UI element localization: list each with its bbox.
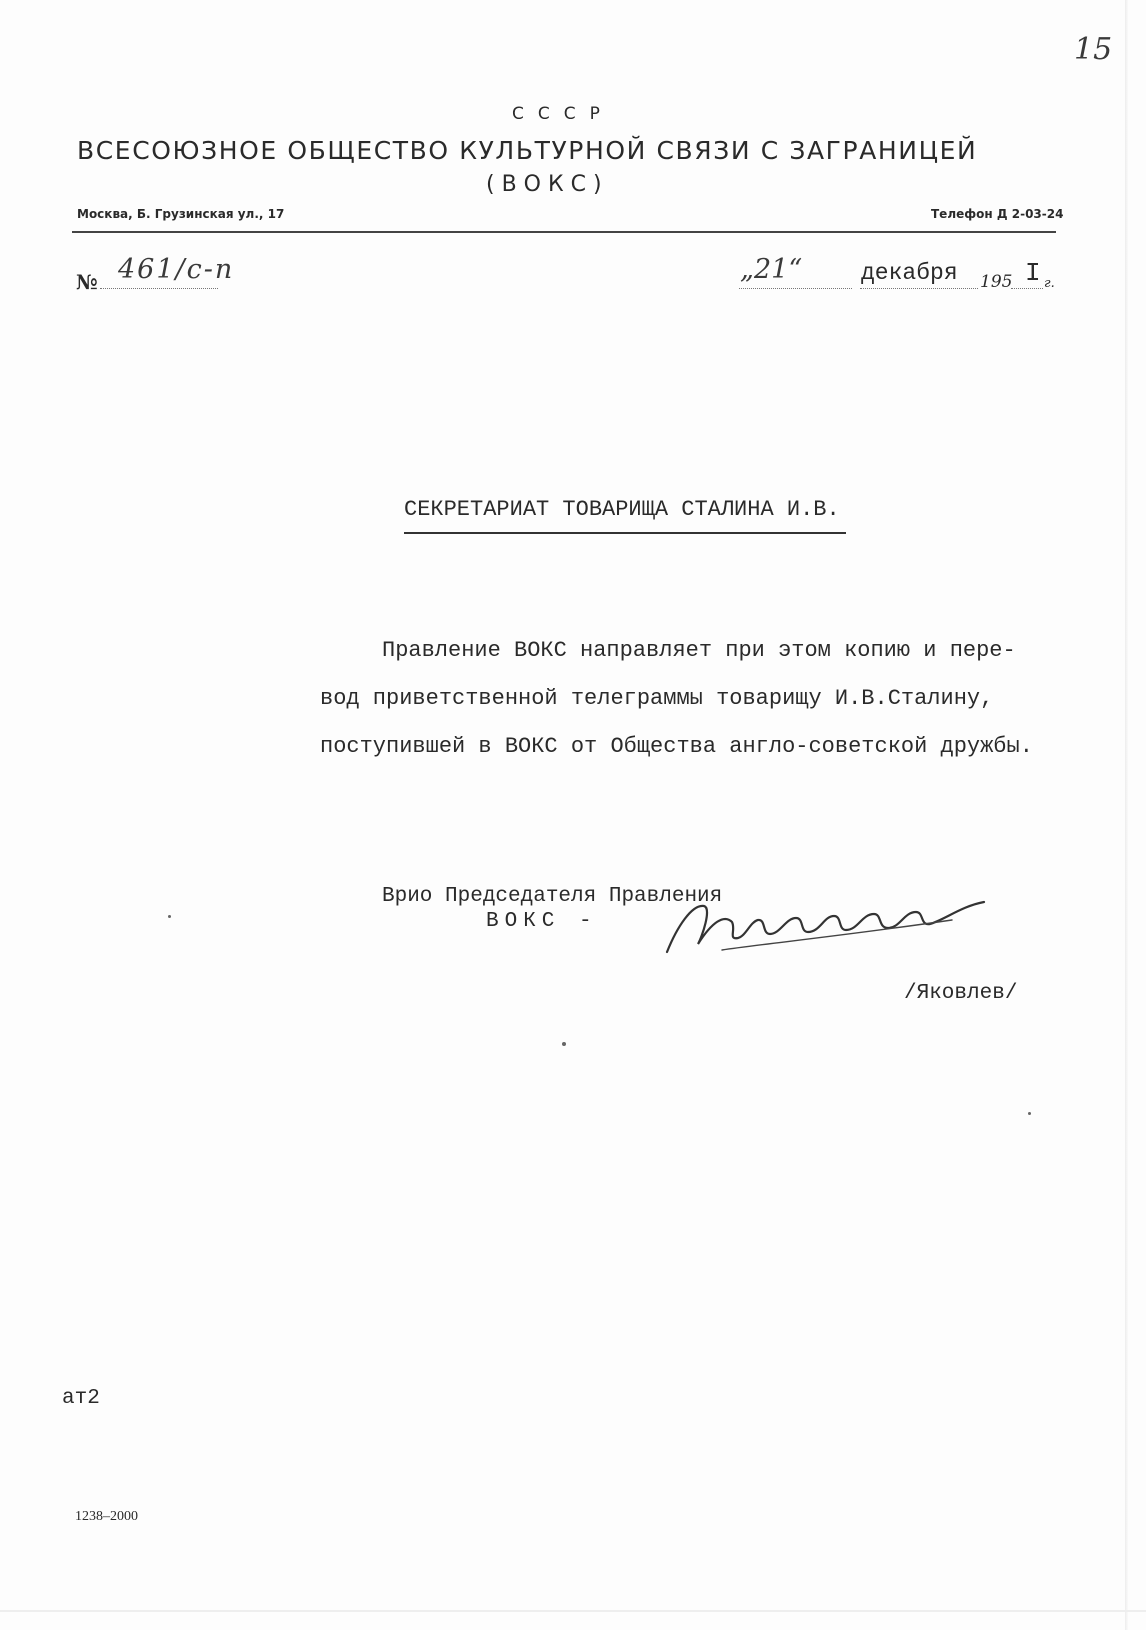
letterhead-abbreviation: (ВОКС) <box>486 172 609 197</box>
reference-number-label: № <box>76 270 98 294</box>
typist-mark: ат2 <box>62 1387 100 1410</box>
letterhead-divider <box>72 231 1056 233</box>
date-year-dotted-line <box>1011 288 1043 289</box>
addressee-underline <box>404 532 846 534</box>
page-edge-shadow <box>1125 0 1128 1630</box>
date-day: „21“ <box>740 254 803 285</box>
signatory-title-line-1: Врио Председателя Правления <box>382 885 723 908</box>
letterhead-address: Москва, Б. Грузинская ул., 17 <box>77 207 285 221</box>
handwritten-signature <box>662 892 1012 962</box>
date-year-digit: I <box>1025 258 1041 288</box>
paper-speck <box>1028 1112 1031 1115</box>
body-line-1: Правление ВОКС направляет при этом копию и пере- <box>382 638 1016 663</box>
reference-number-dotted-line <box>100 288 218 289</box>
letterhead-phone: Телефон Д 2-03-24 <box>931 207 1064 221</box>
letterhead-country: СССР <box>512 104 614 124</box>
date-year-prefix: 195 <box>980 272 1013 292</box>
archive-page-number: 15 <box>1074 32 1113 67</box>
signatory-name: /Яковлев/ <box>904 982 1018 1005</box>
form-number: 1238–2000 <box>75 1509 138 1524</box>
date-month: декабря <box>861 260 958 286</box>
paper-speck <box>168 915 171 918</box>
signatory-title-line-2: ВОКС - <box>486 910 598 933</box>
body-line-3: поступившей в ВОКС от Общества англо-советской дружбы. <box>320 734 1033 759</box>
reference-number-value: 461/с-п <box>118 254 235 285</box>
date-day-dotted-line <box>739 288 852 289</box>
page-bottom-edge <box>0 1610 1146 1612</box>
body-line-2: вод приветственной телеграммы товарищу И.В.Сталину, <box>320 686 994 711</box>
date-month-dotted-line <box>860 288 978 289</box>
letterhead-organization: ВСЕСОЮЗНОЕ ОБЩЕСТВО КУЛЬТУРНОЙ СВЯЗИ С ЗАГРАНИЦЕЙ <box>77 136 978 165</box>
addressee-heading: СЕКРЕТАРИАТ ТОВАРИЩА СТАЛИНА И.В. <box>404 497 840 522</box>
date-year-suffix: г. <box>1044 276 1055 291</box>
paper-speck <box>562 1042 566 1046</box>
